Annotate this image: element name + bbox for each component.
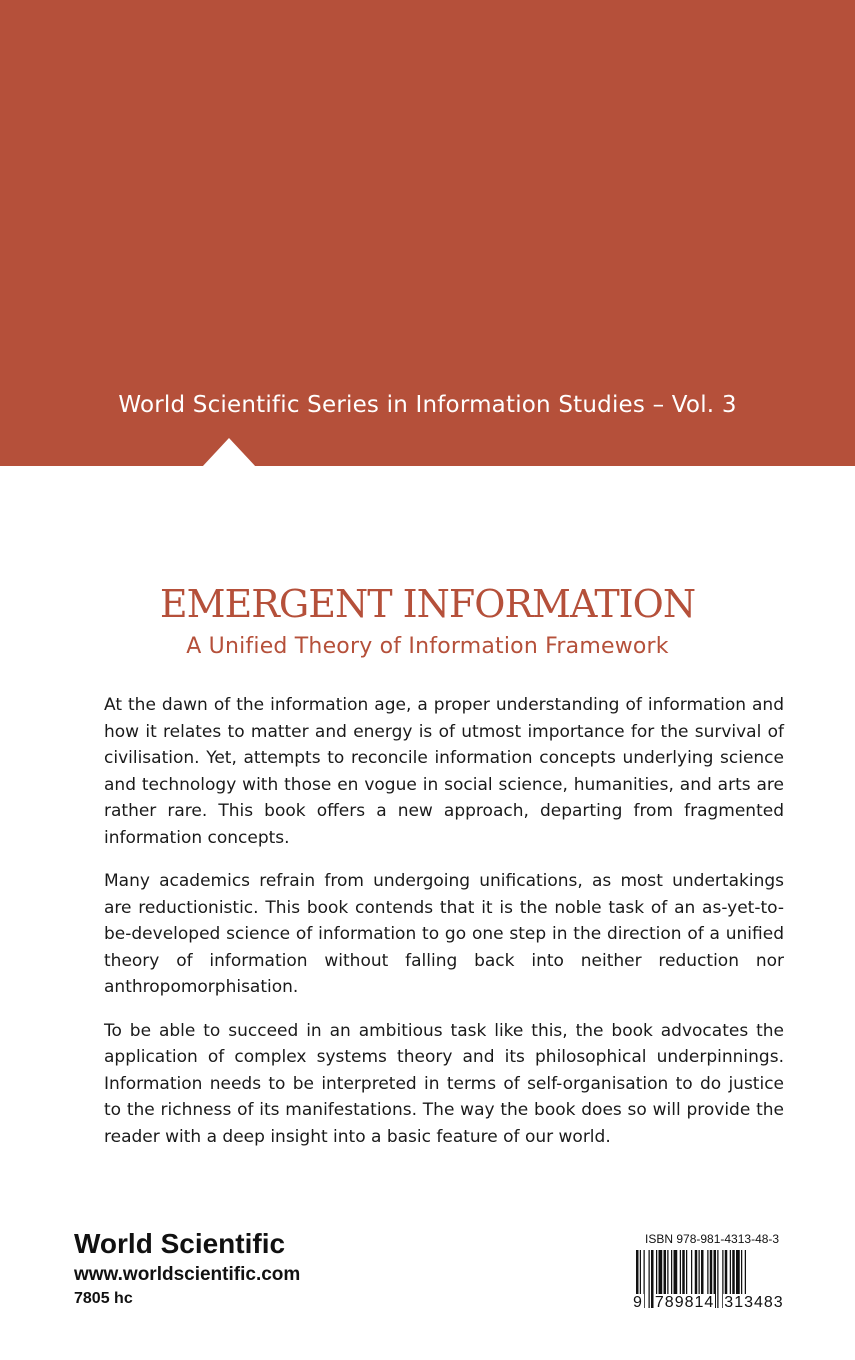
blurb-paragraph-1: At the dawn of the information age, a proper understanding of information and how it relates to matter and energy is of utmost importance for the survival of civilisation. Yet, attempts to reconcile information concepts underlying science and technology with those en vogue in social science, humanities, and arts are rather rare. This book offers a new approach, departing from fragmented information concepts. bbox=[104, 695, 784, 848]
book-title: EMERGENT INFORMATION bbox=[159, 582, 696, 626]
barcode-digits-left: 789814 bbox=[654, 1294, 715, 1311]
band-notch bbox=[202, 438, 256, 467]
isbn-label: ISBN 978-981-4313-48-3 bbox=[645, 1232, 780, 1246]
barcode-digits bbox=[632, 1294, 788, 1312]
blurb-paragraph-2: Many academics refrain from undergoing unifications, as most undertakings are reductionistic. This book contends that it is the noble task of an as-yet-to-be-developed science of information to go one step in the direction of a unified theory of information without falling back into neither reduction nor anthropomorphisation. bbox=[104, 871, 784, 997]
barcode-digit-first: 9 bbox=[633, 1294, 643, 1311]
series-title: World Scientific Series in Information Studies – Vol. 3 bbox=[118, 392, 737, 418]
blurb-paragraph-3: To be able to succeed in an ambitious task like this, the book advocates the application of complex systems theory and its philosophical underpinnings. Information needs to be interpreted in terms of self-organisation to do justice to the richness of its manifestations. The way the book does so will provide the reader with a deep insight into a basic feature of our world. bbox=[104, 1020, 784, 1147]
publisher-name: World Scientific bbox=[74, 1228, 286, 1259]
publisher-code: 7805 hc bbox=[74, 1290, 133, 1307]
publisher-url: www.worldscientific.com bbox=[74, 1264, 301, 1285]
barcode-digits-right: 313483 bbox=[724, 1294, 784, 1311]
book-subtitle: A Unified Theory of Information Framework bbox=[186, 634, 669, 659]
blurb bbox=[104, 692, 784, 1167]
